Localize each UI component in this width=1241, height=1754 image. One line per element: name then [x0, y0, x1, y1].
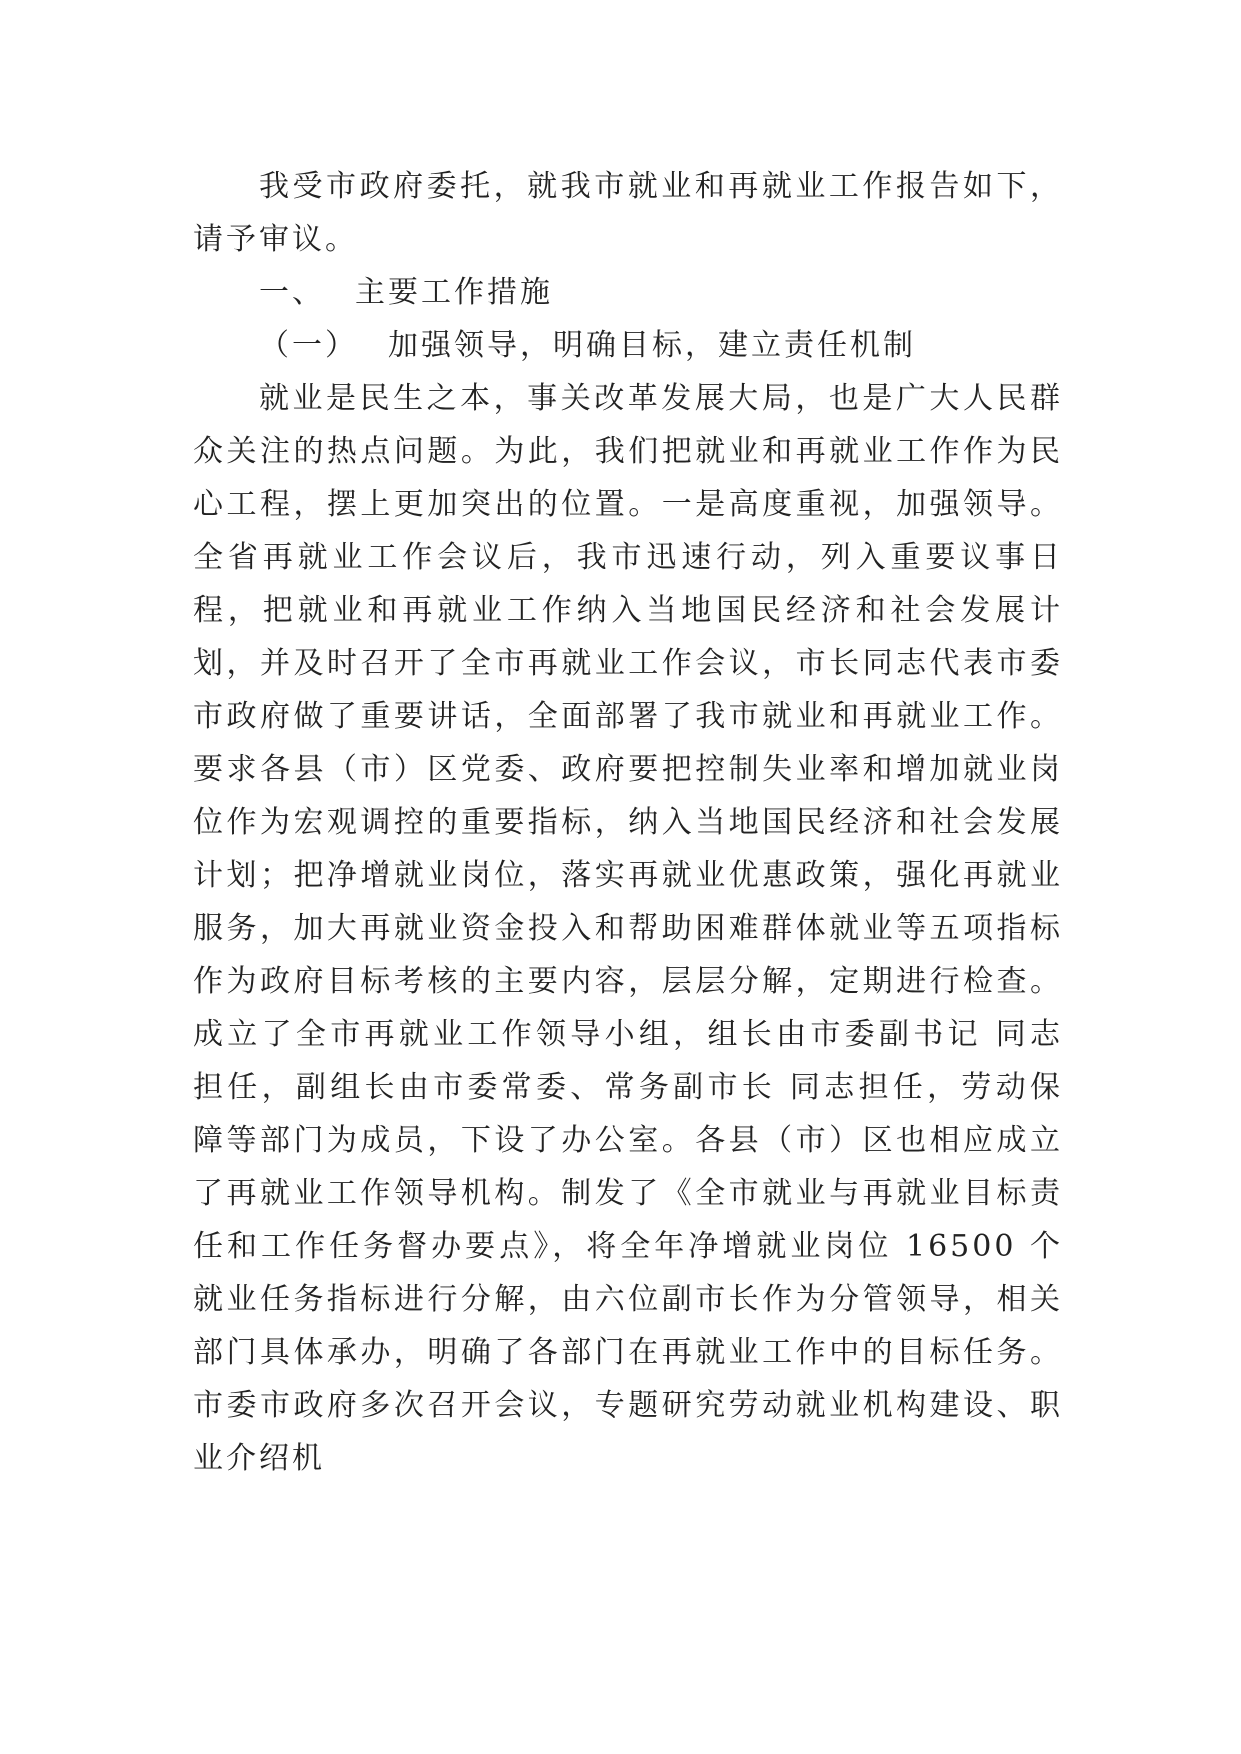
subsection-heading: [193, 319, 1063, 372]
document-body: [193, 160, 1063, 1485]
body-paragraph: 就业是民生之本，事关改革发展大局，也是广大人民群众关注的热点问题。为此，我们把就业和再就业工作作为民心工程，摆上更加突出的位置。一是高度重视，加强领导。全省再就业工作会议后，我市迅速行动，列入重要议事日程，把就业和再就业工作纳入当地国民经济和社会发展计划，并及时召开了全市再就业工作会议，市长同志代表市委市政府做了重要讲话，全面部署了我市就业和再就业工作。要求各县（市）区党委、政府要把控制失业率和增加就业岗位作为宏观调控的重要指标，纳入当地国民经济和社会发展计划；把净增就业岗位，落实再就业优惠政策，强化再就业服务，加大再就业资金投入和帮助困难群体就业等五项指标作为政府目标考核的主要内容，层层分解，定期进行检查。成立了全市再就业工作领导小组，组长由市委副书记 同志担任，副组长由市委常委、常务副市长 同志担任，劳动保障等部门为成员，下设了办公室。各县（市）区也相应成立了再就业工作领导机构。制发了《全市就业与再就业目标责任和工作任务督办要点》，将全年净增就业岗位 16500 个就业任务指标进行分解，由六位副市长作为分管领导，相关部门具体承办，明确了各部门在再就业工作中的目标任务。市委市政府多次召开会议，专题研究劳动就业机构建设、职业介绍机: [193, 381, 1063, 1476]
section-title: 主要工作措施: [355, 275, 553, 310]
section-heading: [193, 266, 1063, 319]
subsection-number: （一）: [259, 328, 358, 363]
section-number: 一、: [259, 275, 325, 310]
subsection-title: 加强领导，明确目标，建立责任机制: [388, 328, 916, 363]
intro-paragraph: 我受市政府委托，就我市就业和再就业工作报告如下，请予审议。: [193, 169, 1063, 257]
